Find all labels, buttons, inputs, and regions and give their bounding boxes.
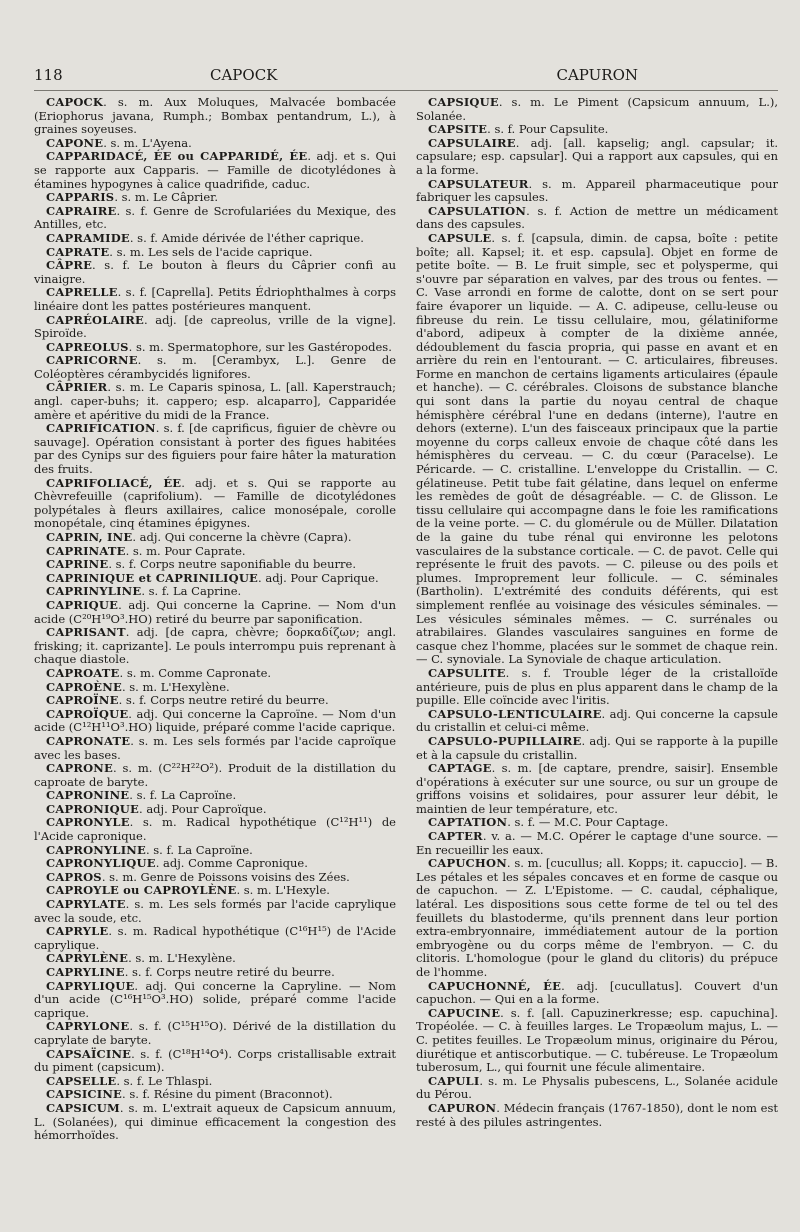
dictionary-entry bbox=[34, 286, 396, 313]
entry-definition: . s. m. Appareil pharmaceutique pour fabriquer les capsules. bbox=[416, 176, 778, 205]
entry-definition: . s. m. (C²²H²²O²). Produit de la distillation du caproate de baryte. bbox=[34, 761, 396, 789]
entry-definition: . Médecin français (1767-1850), dont le nom est resté à des pilules astringentes. bbox=[416, 1100, 778, 1129]
entry-definition: . adj. Qui concerne la chèvre (Capra). bbox=[132, 530, 352, 544]
entry-definition: . s. f. Corps neutre retiré du beurre. bbox=[124, 965, 335, 979]
entry-headword: CAPRONYLINE bbox=[46, 842, 146, 857]
dictionary-entry bbox=[416, 1007, 778, 1075]
dictionary-entry bbox=[34, 314, 396, 341]
entry-headword: CAPRYLONE bbox=[46, 1019, 130, 1034]
entry-headword: CAPRYLÈNE bbox=[46, 951, 129, 966]
entry-headword: CAPUCHONNÉ, ÉE bbox=[428, 978, 562, 993]
entry-headword: CAPRONYLE bbox=[46, 815, 130, 830]
dictionary-entry bbox=[34, 803, 396, 817]
entry-definition: . adj. [de capreolus, vrille de la vigne]. Spiroïde. bbox=[34, 312, 396, 341]
dictionary-entry bbox=[416, 232, 778, 667]
entry-headword: CAPRAMIDE bbox=[46, 230, 130, 245]
dictionary-entry bbox=[34, 259, 396, 286]
entry-definition: . s. m. L'Hexylène. bbox=[128, 951, 236, 966]
entry-headword: CAPRYLE bbox=[46, 924, 109, 939]
entry-headword: CAPRAIRE bbox=[46, 203, 117, 218]
entry-headword: CAPRONINE bbox=[46, 788, 130, 803]
entry-definition: . adj. [cucullatus]. Couvert d'un capuchon. — Qui en a la forme. bbox=[416, 978, 778, 1007]
entry-headword: CAPSULE bbox=[428, 230, 492, 245]
entry-definition: . v. a. — M.C. Opérer le captage d'une source. — En recueillir les eaux. bbox=[416, 829, 778, 857]
entry-definition: . adj. Qui concerne la Caprine. — Nom d'un acide (C²⁰H¹⁹O³.HO) retiré du beurre par saponification. bbox=[34, 597, 396, 626]
entry-headword: CAPRICORNE bbox=[46, 353, 138, 368]
dictionary-entry bbox=[416, 123, 778, 137]
dictionary-entry bbox=[34, 191, 396, 205]
dictionary-entry bbox=[34, 381, 396, 422]
dictionary-entry bbox=[34, 626, 396, 667]
entry-headword: CAPOCK bbox=[46, 95, 104, 109]
entry-definition: . s. m. Les sels formés par l'acide caproïque avec les bases. bbox=[34, 733, 396, 762]
entry-headword: CAPRYLINE bbox=[46, 965, 125, 979]
entry-headword: CAPSULO-LENTICULAIRE bbox=[428, 706, 602, 721]
entry-definition: . s. f. — M.C. Pour Captage. bbox=[507, 815, 669, 830]
dictionary-entry bbox=[34, 884, 396, 898]
page-header bbox=[34, 66, 778, 91]
entry-headword: CAPRINE bbox=[46, 557, 109, 572]
entry-headword: CAPTAGE bbox=[428, 761, 492, 776]
dictionary-entry bbox=[416, 816, 778, 830]
left-running-head: CAPOCK bbox=[210, 66, 278, 84]
entry-definition: . s. f. [de caprificus, figuier de chèvre ou sauvage]. Opération consistant à porter des figues habitées par des Cynips sur des figuiers pour faire hâter la maturation des fruits. bbox=[34, 421, 396, 477]
entry-definition: . s. m. Genre de Poissons voisins des Zées. bbox=[101, 869, 350, 884]
right-column bbox=[416, 96, 778, 1143]
entry-definition: . adj. et s. Qui se rapporte aux Capparis. — Famille de dicotylédones à étamines hypogynes à calice quadrifide, caduc. bbox=[34, 149, 397, 191]
entry-headword: CAPSICINE bbox=[46, 1087, 123, 1102]
entry-definition: . adj. Qui se rapporte à la pupille et à la capsule du cristallin. bbox=[416, 733, 778, 762]
dictionary-entry bbox=[416, 178, 778, 205]
dictionary-entry bbox=[34, 925, 396, 952]
dictionary-entry bbox=[416, 980, 778, 1007]
dictionary-entry bbox=[416, 1075, 778, 1102]
entry-definition: . adj. Qui concerne la Caproïne. — Nom d'un acide (C¹²H¹¹O³.HO) liquide, préparé comme l'acide caprique. bbox=[34, 706, 396, 735]
right-running-head: CAPURON bbox=[556, 66, 638, 84]
dictionary-entry bbox=[34, 205, 396, 232]
dictionary-entry bbox=[34, 1102, 396, 1143]
entry-definition: . adj. Comme Capronique. bbox=[155, 856, 308, 871]
columns bbox=[34, 96, 778, 1143]
entry-definition: . adj. et s. Qui se rapporte au Chèvrefeuille (caprifolium). — Famille de dicotylédones polypétales à fleurs axillaires, calice monosépale, corolle monopétale, cinq étamines épigynes. bbox=[34, 475, 396, 531]
dictionary-entry bbox=[416, 1102, 778, 1129]
entry-headword: CAPULI bbox=[428, 1073, 480, 1088]
entry-definition: . s. m. Les sels de l'acide caprique. bbox=[109, 244, 313, 259]
entry-definition: . s. f. Action de mettre un médicament dans des capsules. bbox=[416, 203, 778, 232]
entry-headword: CAPSICUM bbox=[46, 1100, 120, 1115]
entry-definition: . s. f. La Caprine. bbox=[141, 584, 242, 599]
entry-headword: CAPSULATION bbox=[428, 203, 527, 218]
entry-headword: CAPSULITE bbox=[428, 665, 506, 680]
entry-definition: . s. m. L'Ayena. bbox=[103, 135, 192, 150]
entry-headword: CAPROÏNE bbox=[46, 693, 119, 708]
entry-definition: . s. f. Genre de Scrofulariées du Mexique, des Antilles, etc. bbox=[34, 203, 396, 232]
entry-definition: . s. m. Radical hypothétique (C¹²H¹¹) de l'Acide capronique. bbox=[34, 815, 396, 844]
entry-definition: . s. f. Amide dérivée de l'éther caprique. bbox=[129, 230, 364, 245]
entry-definition: . s. f. La Caproïne. bbox=[145, 842, 253, 857]
entry-headword: CAPUCHON bbox=[428, 856, 507, 871]
entry-definition: . s. f. Corps neutre retiré du beurre. bbox=[118, 693, 329, 708]
entry-definition: . s. f. Résine du piment (Braconnot). bbox=[122, 1087, 333, 1102]
entry-headword: CAPRONE bbox=[46, 761, 113, 776]
page-number: 118 bbox=[34, 66, 63, 84]
dictionary-entry bbox=[34, 966, 396, 980]
entry-headword: CAPROYLE ou CAPROYLÈNE bbox=[46, 883, 237, 898]
entry-headword: CÂPRE bbox=[46, 258, 93, 273]
dictionary-entry bbox=[34, 762, 396, 789]
dictionary-entry bbox=[34, 681, 396, 695]
dictionary-entry bbox=[34, 354, 396, 381]
dictionary-entry bbox=[34, 422, 396, 476]
entry-headword: CAPONE bbox=[46, 135, 104, 150]
entry-headword: CAPRATE bbox=[46, 244, 110, 259]
entry-headword: CÂPRIER bbox=[46, 380, 108, 395]
entry-definition: . s. m. Le Physalis pubescens, L., Solanée acidule du Pérou. bbox=[416, 1073, 778, 1102]
entry-definition: . s. m. Aux Moluques, Malvacée bombacée (Eriophorus javana, Rumph.; Bombax pentandrum, L.), à graines soyeuses. bbox=[34, 95, 396, 137]
dictionary-entry bbox=[416, 762, 778, 816]
entry-definition: . s. f. Pour Capsulite. bbox=[487, 122, 609, 137]
entry-headword: CAPRINIQUE et CAPRINILIQUE bbox=[46, 570, 259, 585]
dictionary-entry bbox=[34, 558, 396, 572]
entry-headword: CAPRINATE bbox=[46, 543, 126, 558]
dictionary-entry bbox=[34, 1020, 396, 1047]
entry-definition: . s. f. La Caproïne. bbox=[129, 788, 237, 803]
entry-definition: . s. m. Pour Caprate. bbox=[125, 543, 246, 558]
entry-definition: . s. f. Corps neutre saponifiable du beurre. bbox=[108, 557, 356, 572]
dictionary-entry bbox=[416, 830, 778, 857]
entry-definition: . adj. Pour Caprique. bbox=[258, 570, 379, 585]
entry-definition: . s. m. [de captare, prendre, saisir]. Ensemble d'opérations à exécuter sur une source, ou sur un groupe de griffons voisins et solidaires, pour assurer leur débit, le maintien de leur température, etc. bbox=[416, 761, 778, 816]
entry-definition: . s. f. (C¹⁵H¹⁵O). Dérivé de la distillation du caprylate de baryte. bbox=[34, 1019, 396, 1047]
dictionary-entry bbox=[34, 599, 396, 626]
dictionary-entry bbox=[416, 667, 778, 708]
entry-headword: CAPRONYLIQUE bbox=[46, 856, 156, 871]
entry-definition: . s. f. (C¹⁸H¹⁴O⁴). Corps cristallisable extrait du piment (capsicum). bbox=[34, 1046, 396, 1075]
entry-definition: . adj. Qui concerne la Capryline. — Nom d'un acide (C¹⁶H¹⁵O³.HO) solide, préparé comme l'acide caprique. bbox=[34, 978, 396, 1020]
entry-headword: CAPROATE bbox=[46, 665, 120, 680]
dictionary-entry bbox=[416, 708, 778, 735]
dictionary-entry bbox=[34, 735, 396, 762]
entry-headword: CAPPARIDACÉ, ÉE ou CAPPARIDÉ, ÉE bbox=[46, 149, 308, 164]
entry-definition: . s. m. Le Câprier. bbox=[114, 190, 219, 205]
entry-definition: . s. m. Spermatophore, sur les Gastéropodes. bbox=[128, 339, 392, 354]
entry-definition: . s. m. Comme Capronate. bbox=[119, 665, 272, 680]
dictionary-entry bbox=[34, 871, 396, 885]
dictionary-entry bbox=[416, 735, 778, 762]
entry-headword: CAPRONATE bbox=[46, 733, 131, 748]
entry-definition: . s. m. L'extrait aqueux de Capsicum annuum, L. (Solanées), qui diminue efficacement la congestion des hémorrhoïdes. bbox=[34, 1100, 396, 1143]
entry-headword: CAPTATION bbox=[428, 815, 508, 830]
entry-definition: . s. f. [Caprella]. Petits Édriophthalmes à corps linéaire dont les pattes postérieures manquent. bbox=[34, 285, 396, 313]
entry-definition: . s. m. Les sels formés par l'acide caprylique avec la soude, etc. bbox=[34, 897, 396, 925]
entry-headword: CAPRISANT bbox=[46, 625, 126, 640]
dictionary-entry bbox=[34, 694, 396, 708]
dictionary-entry bbox=[34, 137, 396, 151]
dictionary-entry bbox=[34, 898, 396, 925]
entry-definition: . s. f. Trouble léger de la cristalloïde antérieure, puis de plus en plus apparent dans le champ de la pupille. Elle coïncide avec l'iritis. bbox=[416, 665, 778, 708]
entry-headword: CAPURON bbox=[428, 1100, 497, 1115]
dictionary-entry bbox=[416, 137, 778, 178]
entry-definition: . s. f. Le bouton à fleurs du Câprier confi au vinaigre. bbox=[34, 258, 396, 286]
entry-headword: CAPRIQUE bbox=[46, 597, 119, 612]
entry-headword: CAPRYLATE bbox=[46, 897, 126, 912]
entry-headword: CAPRONIQUE bbox=[46, 801, 140, 816]
dictionary-entry bbox=[34, 96, 396, 137]
dictionary-entry bbox=[34, 844, 396, 858]
entry-definition: . s. m. L'Hexyle. bbox=[236, 883, 330, 898]
entry-headword: CAPSITE bbox=[428, 122, 488, 137]
entry-definition: . s. m. [Cerambyx, L.]. Genre de Coléoptères cérambycidés lignifores. bbox=[34, 353, 396, 381]
entry-headword: CAPRIN, INE bbox=[46, 530, 133, 544]
dictionary-entry bbox=[34, 708, 396, 735]
entry-definition: . s. m. [cucullus; all. Kopps; it. capuccio]. — B. Les pétales et les sépales concaves et en forme de casque ou de capuchon. — Z. L'Epistome. — C. caudal, céphalique, latéral. Les dispositions sous cette forme de tel ou tel des feuillets du blastoderme, qu'ils prennent dans leur portion extra-embryonnaire, immédiatement autour de la portion embryogène ou du corps même de l'embryon. — C. du clitoris. L'homologue (pour le gland du clitoris) du prépuce de l'homme. bbox=[416, 856, 778, 979]
dictionary-entry bbox=[34, 816, 396, 843]
dictionary-entry bbox=[34, 545, 396, 559]
entry-definition: . s. m. Le Piment (Capsicum annuum, L.), Solanée. bbox=[416, 95, 778, 123]
dictionary-entry bbox=[34, 341, 396, 355]
entry-headword: CAPRIFICATION bbox=[46, 421, 156, 436]
dictionary-entry bbox=[34, 1088, 396, 1102]
dictionary-entry bbox=[34, 980, 396, 1021]
entry-definition: . adj. [de capra, chèvre; δορκαδίζων; angl. frisking; it. caprizante]. Le pouls interrompu puis reprenant à chaque diastole. bbox=[34, 625, 396, 667]
entry-headword: CAPSULAIRE bbox=[428, 135, 516, 150]
dictionary-entry bbox=[416, 857, 778, 979]
entry-definition: . adj. [all. kapselig; angl. capsular; it. capsulare; esp. capsular]. Qui a rapport aux capsules, qui en a la forme. bbox=[416, 135, 778, 177]
entry-headword: CAPRIFOLIACÉ, ÉE bbox=[46, 475, 182, 490]
entry-headword: CAPROÈNE bbox=[46, 679, 122, 694]
entry-headword: CAPRÉOLAIRE bbox=[46, 312, 144, 327]
dictionary-entry bbox=[34, 232, 396, 246]
entry-headword: CAPSELLE bbox=[46, 1073, 117, 1088]
entry-definition: . s. f. Le Thlaspi. bbox=[116, 1073, 213, 1088]
entry-headword: CAPREOLUS bbox=[46, 339, 129, 354]
entry-headword: CAPRELLE bbox=[46, 285, 118, 300]
dictionary-entry bbox=[34, 572, 396, 586]
entry-headword: CAPSAÏCINE bbox=[46, 1046, 132, 1061]
entry-definition: . s. f. [all. Capuzinerkresse; esp. capuchina]. Tropéolée. — C. à feuilles larges. Le Tropæolum majus, L. — C. petites feuilles. Le Tropæolum minus, originaire du Pérou, diurétique et antiscorbutique. — C. tubéreuse. Le Tropæolum tuberosum, L., qui fournit une fécule alimentaire. bbox=[416, 1005, 778, 1075]
dictionary-entry bbox=[34, 789, 396, 803]
dictionary-entry bbox=[34, 667, 396, 681]
entry-headword: CAPSULO-PUPILLAIRE bbox=[428, 733, 582, 748]
dictionary-entry bbox=[34, 531, 396, 545]
entry-definition: . s. f. [capsula, dimin. de capsa, boîte : petite boîte; all. Kapsel; it. et esp. capsula]. Objet en forme de petite boîte. — B. Le fruit simple, sec et polysperme, qui s'ouvre par séparation en valves, par des trous ou fentes. — C. Vase arrondi en forme de calotte, dont on se sert pour faire évaporer un liquide. — A. C. adipeuse, cellu-leuse ou fibreuse du rein. Le tissu cellulaire, mou, gélatiniforme d'abord, adipeux à compter de la dixième année, dédoublement du fascia propria, qui passe en avant et en arrière du rein en l'entourant. — C. articulaires, fibreuses. Forme en manchon de certains ligaments articulaires (épaule et hanche). — C. cérébrales. Cloisons de substance blanche qui sont dans la partie du noyau central de chaque hémisphère cérébral l'une en dedans (interne), l'autre en dehors (externe). L'un des faisceaux principaux que la partie moyenne du corps calleux envoie de chaque côté dans les hémisphères du cerveau. — C. du cœur (Paracelse). Le Péricarde. — C. cristalline. L'enveloppe du Cristallin. — C. gélatineuse. Petit tube fait gélatine, dans lequel on enferme les remèdes de goût de désagréable. — C. de Glisson. Le tissu cellulaire qui accompagne dans le foie les ramifications de la veine porte. — C. du glomérule ou de Müller. Dilatation de la gaine du tube rénal qui environne les pelotons vasculaires de la substance corticale. — C. de pavot. Celle qui représente le fruit des pavots. — C. pileuse ou des poils et plumes. Improprement leur follicule. — C. séminales (Bartholin). L'extrémité des conduits déférents, qui est simplement renflée au voisinage des vésicules séminales. — Les vésicules séminales mêmes. — C. surrénales ou atrabilaires. Glandes vasculaires sanguines en forme de casque chez l'homme, placées sur le sommet de chaque rein. — C. synoviale. La Synoviale de chaque articulation. bbox=[416, 230, 778, 667]
entry-headword: CAPROÏQUE bbox=[46, 706, 129, 721]
dictionary-entry bbox=[416, 205, 778, 232]
entry-headword: CAPRYLIQUE bbox=[46, 978, 135, 993]
entry-headword: CAPTER bbox=[428, 829, 483, 844]
entry-headword: CAPSIQUE bbox=[428, 95, 499, 109]
entry-headword: CAPRINYLINE bbox=[46, 584, 142, 599]
dictionary-entry bbox=[34, 477, 396, 531]
dictionary-entry bbox=[34, 585, 396, 599]
dictionary-entry bbox=[34, 1075, 396, 1089]
entry-definition: . adj. Pour Caproïque. bbox=[139, 801, 267, 816]
dictionary-entry bbox=[416, 96, 778, 123]
dictionary-entry bbox=[34, 952, 396, 966]
entry-definition: . s. m. Radical hypothétique (C¹⁶H¹⁵) de l'Acide caprylique. bbox=[34, 924, 396, 952]
dictionary-entry bbox=[34, 150, 396, 191]
entry-headword: CAPPARIS bbox=[46, 190, 115, 205]
entry-definition: . s. m. L'Hexylène. bbox=[121, 679, 230, 694]
dictionary-entry bbox=[34, 857, 396, 871]
entry-headword: CAPROS bbox=[46, 869, 102, 884]
dictionary-entry bbox=[34, 1048, 396, 1075]
entry-headword: CAPUCINE bbox=[428, 1005, 501, 1020]
entry-definition: . adj. Qui concerne la capsule du cristallin et celui-ci même. bbox=[416, 706, 778, 735]
entry-headword: CAPSULATEUR bbox=[428, 176, 529, 191]
dictionary-entry bbox=[34, 246, 396, 260]
left-column bbox=[34, 96, 396, 1143]
entry-definition: . s. m. Le Caparis spinosa, L. [all. Kaperstrauch; angl. caper-buhs; it. cappero; esp. alcaparro], Capparidée amère et apéritive du midi de la France. bbox=[34, 380, 396, 422]
